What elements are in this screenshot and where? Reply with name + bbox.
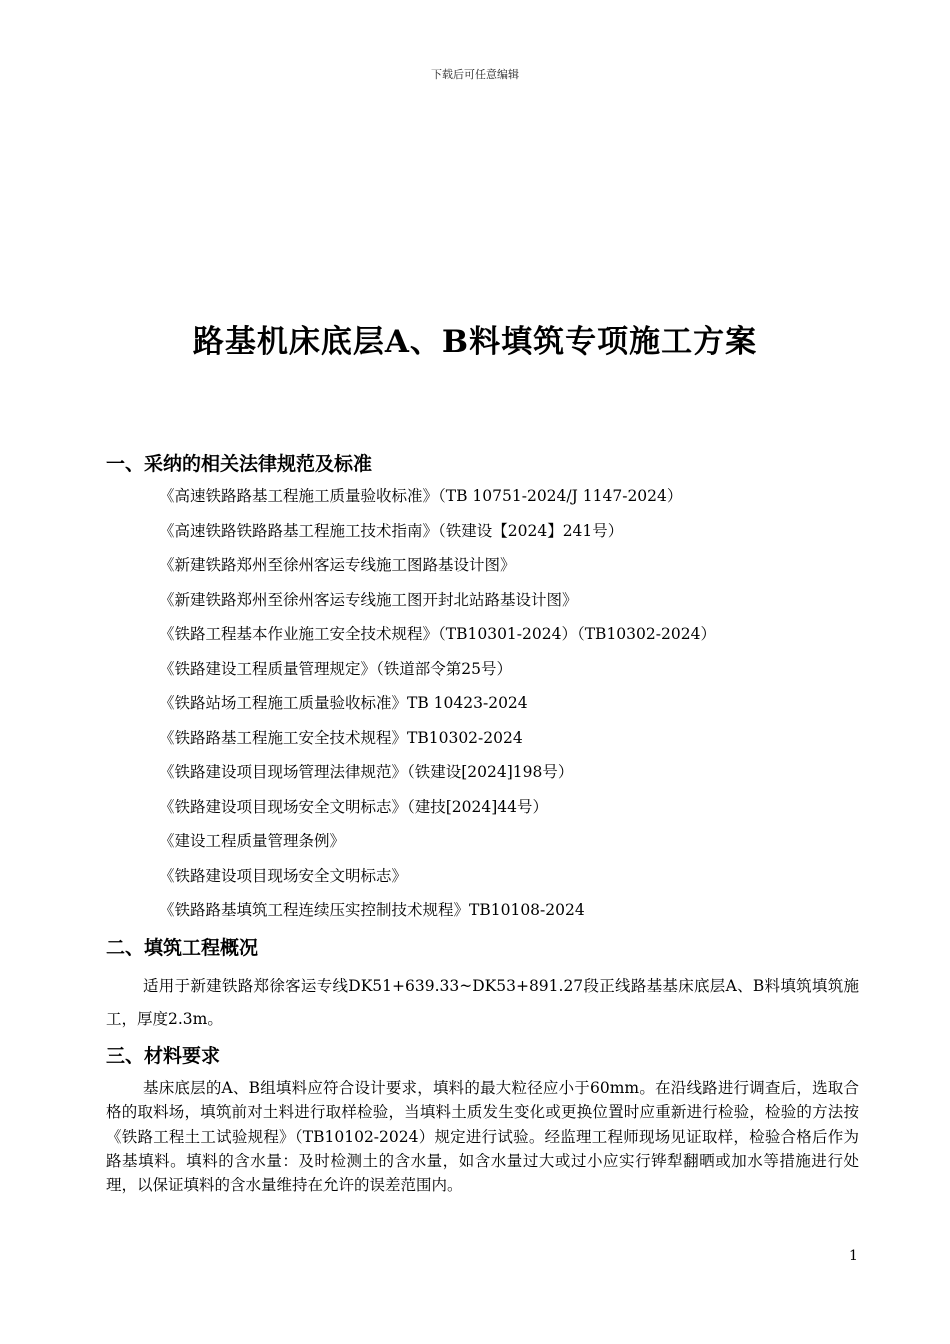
standard-item: 《铁路路基工程施工安全技术规程》TB10302-2024 — [159, 728, 523, 747]
standard-item: 《铁路站场工程施工质量验收标准》TB 10423-2024 — [159, 694, 528, 712]
header-note: 下载后可任意编辑 — [431, 68, 519, 81]
section-heading-overview: 二、填筑工程概况 — [106, 937, 259, 959]
materials-paragraph: 基床底层的A、B组填料应符合设计要求，填料的最大粒径应小于60mm。在沿线路进行调查后，选取合格的取料场，填筑前对土料进行取样检验，当填料土质发生变化或更换位置时应重新进行检验，检验的方法按《铁路工程土工试验规程》（TB10102-2024）规定进行试验。经监理工程师现场见证取样，检验合格后作为路基填料。填料的含水量：及时检测土的含水量，如含水量过大或过小应实行铧犁翻晒或加水等措施进行处理，以保证填料的含水量维持在允许的误差范围内。 — [106, 1079, 859, 1195]
standard-item: 《高速铁路路基工程施工质量验收标准》（TB 10751-2024/J 1147-2024） — [159, 487, 683, 505]
standard-item: 《铁路建设项目现场安全文明标志》（建技[2024]44号） — [159, 797, 549, 816]
standard-item: 《高速铁路铁路路基工程施工技术指南》（铁建设【2024】241号） — [159, 521, 624, 540]
standard-item: 《铁路建设项目现场安全文明标志》 — [159, 866, 408, 885]
standard-item: 《铁路建设工程质量管理规定》（铁道部令第25号） — [159, 659, 512, 678]
document-title: 路基机床底层A、B料填筑专项施工方案 — [192, 324, 758, 360]
standard-item: 《新建铁路郑州至徐州客运专线施工图开封北站路基设计图》 — [159, 590, 578, 609]
standard-item: 《铁路路基填筑工程连续压实控制技术规程》TB10108-2024 — [159, 901, 585, 919]
section-heading-materials: 三、材料要求 — [106, 1045, 221, 1067]
standard-item: 《建设工程质量管理条例》 — [159, 832, 346, 850]
standard-item: 《铁路工程基本作业施工安全技术规程》（TB10301-2024）（TB10302-2024） — [159, 625, 716, 643]
section-heading-standards: 一、采纳的相关法律规范及标准 — [106, 453, 373, 475]
overview-paragraph: 适用于新建铁路郑徐客运专线DK51+639.33~DK53+891.27段正线路基基床底层A、B料填筑填筑施工，厚度2.3m。 — [106, 977, 859, 1028]
standards-list — [159, 486, 879, 935]
page-number: 1 — [849, 1248, 858, 1264]
standard-item: 《铁路建设项目现场管理法律规范》（铁建设[2024]198号） — [159, 763, 574, 781]
standard-item: 《新建铁路郑州至徐州客运专线施工图路基设计图》 — [159, 556, 516, 574]
